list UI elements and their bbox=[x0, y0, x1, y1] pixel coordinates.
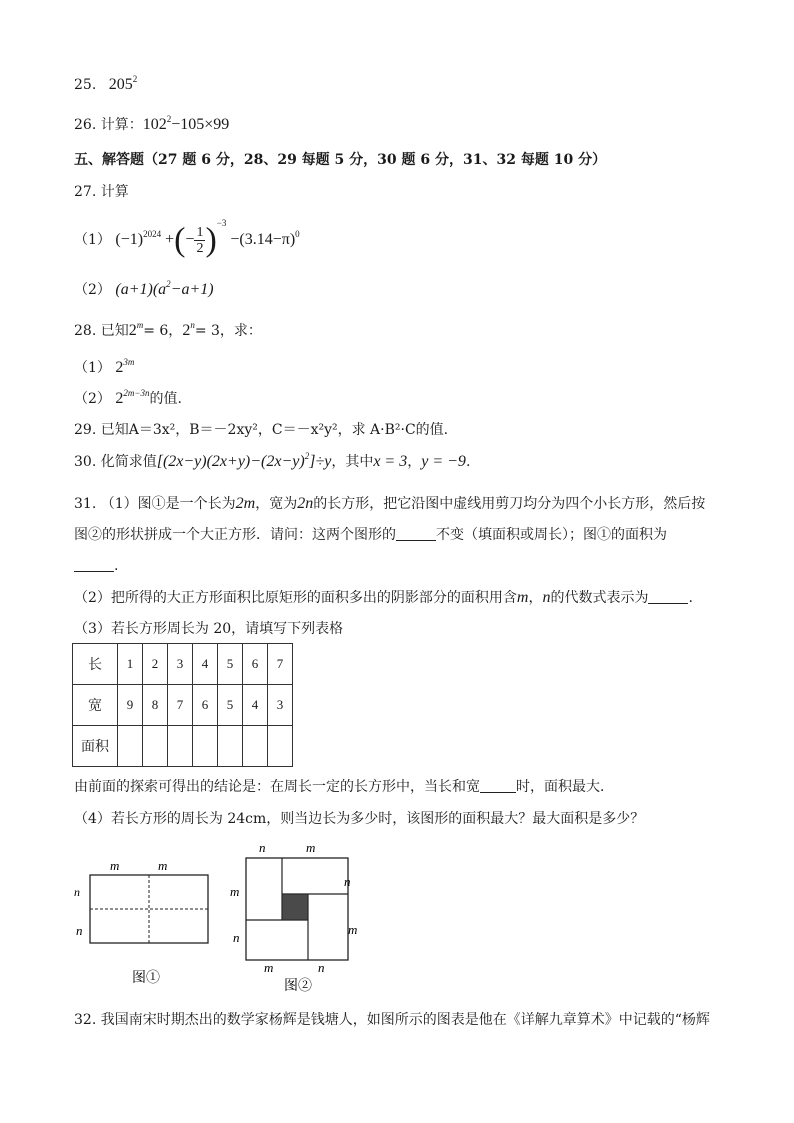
fig2-label: n bbox=[344, 874, 351, 889]
question-29 bbox=[74, 420, 448, 440]
q28-part1 bbox=[74, 358, 134, 378]
q31-blank-3[interactable] bbox=[648, 589, 688, 604]
table-row bbox=[73, 685, 293, 726]
q27-p1-a: (−1) bbox=[115, 231, 144, 248]
question-25 bbox=[74, 75, 137, 95]
q27-p1-c: −(3.14−π) bbox=[230, 231, 296, 248]
table-cell: 3 bbox=[268, 685, 293, 726]
figure-1 bbox=[70, 858, 220, 990]
q25-number: 25. bbox=[74, 77, 97, 93]
q31-p2b: ， bbox=[528, 590, 543, 606]
q28-number: 28. bbox=[74, 323, 97, 339]
q28-p1-base: 2 bbox=[115, 359, 124, 376]
q27-p1-sign: − bbox=[185, 231, 195, 248]
q31-m: m bbox=[516, 589, 529, 606]
q31-blank-1[interactable] bbox=[396, 526, 436, 541]
q27-p1-b-exp: −3 bbox=[216, 218, 227, 228]
fig2-label: m bbox=[230, 884, 240, 899]
table-cell: 5 bbox=[218, 685, 243, 726]
table-cell: 7 bbox=[268, 644, 293, 685]
q30-expr2: ]÷y bbox=[309, 453, 332, 470]
table-cell: 1 bbox=[118, 644, 143, 685]
table-cell: 2 bbox=[143, 644, 168, 685]
table-cell: 4 bbox=[193, 644, 218, 685]
fig1-label-top-right: m bbox=[158, 858, 168, 873]
q31-line2 bbox=[74, 525, 667, 545]
q25-exp: 2 bbox=[132, 74, 138, 84]
table-head-width: 宽 bbox=[73, 685, 118, 726]
table-cell: 4 bbox=[243, 685, 268, 726]
q26-base: 102 bbox=[142, 116, 167, 133]
q31-conclusion bbox=[74, 777, 614, 797]
table-row bbox=[73, 726, 293, 767]
table-cell: 6 bbox=[193, 685, 218, 726]
q30-end: . bbox=[465, 454, 471, 470]
q31-part4: （4）若长方形的周长为 24cm，则当边长为多少时，该图形的面积最大？最大面积是多少？ bbox=[74, 811, 645, 827]
q31-p1f: . bbox=[114, 558, 119, 574]
fig2-label: m bbox=[306, 840, 316, 855]
q28-t1: = 6， bbox=[143, 323, 183, 339]
q32-number: 32. bbox=[74, 1012, 97, 1028]
q30-y: y = −9 bbox=[421, 453, 466, 470]
fig1-label-left-bottom: n bbox=[76, 923, 83, 938]
q31-blank-4[interactable] bbox=[480, 778, 516, 793]
fig1-label-top-left: m bbox=[110, 858, 120, 873]
q30-expr: [(2x−y)(2x+y)−(2x−y) bbox=[156, 453, 305, 470]
q32-text: 我国南宋时期杰出的数学家杨辉是钱塘人，如图所示的图表是他在《详解九章算术》中记载的“杨辉 bbox=[100, 1012, 710, 1028]
q28-e1: m bbox=[136, 320, 144, 330]
table-cell: 5 bbox=[218, 644, 243, 685]
q27-p1-tag: （1） bbox=[74, 232, 111, 248]
fig2-label: n bbox=[233, 930, 240, 945]
q31-n: n bbox=[542, 589, 551, 606]
q27-p2-expr-a: (a+1)(a bbox=[115, 281, 167, 298]
q25-base: 205 bbox=[108, 76, 133, 93]
q28-p1-exp: 3m bbox=[123, 357, 135, 367]
fig2-label: m bbox=[348, 922, 358, 937]
section-title: 五、解答题（27 题 6 分，28、29 每题 5 分，30 题 6 分，31、32 每题 10 分） bbox=[74, 152, 607, 168]
q30-mid: ，其中 bbox=[331, 454, 374, 470]
q27-number: 27. bbox=[74, 184, 97, 200]
fig2-label: n bbox=[259, 840, 266, 855]
question-30 bbox=[74, 452, 470, 472]
q31-p1a: （1）图①是一个长为 bbox=[100, 496, 236, 512]
q27-p1-c-exp: 0 bbox=[295, 229, 300, 239]
fig1-caption: 图① bbox=[132, 971, 160, 986]
q31-p2d: . bbox=[688, 590, 693, 606]
q28-part2 bbox=[74, 389, 182, 409]
fig2-shaded-square bbox=[282, 894, 308, 920]
table-cell-input[interactable] bbox=[218, 726, 243, 767]
question-27 bbox=[74, 182, 129, 202]
q28-b1: 2 bbox=[128, 322, 137, 339]
table-cell-input[interactable] bbox=[268, 726, 293, 767]
q27-part1: （1） $(-1)^{2024}$ +(− $\frac{1}{2}$ )$^{-3} -(3.14-\pi)^0$ bbox=[74, 218, 300, 259]
question-28 bbox=[74, 321, 262, 341]
q27-p2-exp: 2 bbox=[166, 279, 171, 289]
q31-p2c: 的代数式表示为 bbox=[550, 590, 649, 606]
q27-p2-tag: （2） bbox=[74, 282, 111, 298]
q31-p1e: 不变（填面积或周长）；图①的面积为 bbox=[436, 527, 667, 543]
table-row bbox=[73, 644, 293, 685]
q28-p2-base: 2 bbox=[115, 390, 124, 407]
q31-line3 bbox=[74, 556, 118, 576]
figure-2 bbox=[226, 838, 366, 996]
table-cell-input[interactable] bbox=[193, 726, 218, 767]
table-cell: 7 bbox=[168, 685, 193, 726]
q27-label: 计算 bbox=[100, 184, 129, 200]
q31-line5: （3）若长方形周长为 20，请填写下列表格 bbox=[74, 621, 344, 637]
q31-p1b: ，宽为 bbox=[255, 496, 298, 512]
q31-p2a: （2）把所得的大正方形面积比原矩形的面积多出的阴影部分的面积用含 bbox=[74, 590, 517, 606]
q28-p2-exp: 2m−3n bbox=[123, 388, 150, 398]
q31-number: 31. bbox=[74, 496, 97, 512]
q30-number: 30. bbox=[74, 454, 97, 470]
q27-p1-num: 1 bbox=[196, 224, 204, 240]
q29-text: 已知A＝3x²，B＝－2xy²，C＝－x²y²，求 A·B²·C的值. bbox=[100, 422, 449, 438]
question-32 bbox=[74, 1010, 710, 1030]
q27-p1-a-exp: 2024 bbox=[143, 229, 162, 239]
q28-text1: 已知 bbox=[100, 323, 129, 339]
table-cell: 3 bbox=[168, 644, 193, 685]
table-cell: 9 bbox=[118, 685, 143, 726]
table-head-area: 面积 bbox=[73, 726, 118, 767]
q29-number: 29. bbox=[74, 422, 97, 438]
q26-rest: −105×99 bbox=[171, 116, 230, 133]
fig2-caption: 图② bbox=[284, 979, 312, 994]
q28-p2-tag: （2） bbox=[74, 391, 111, 407]
table-cell: 8 bbox=[143, 685, 168, 726]
table-cell-input[interactable] bbox=[243, 726, 268, 767]
table-cell: 6 bbox=[243, 644, 268, 685]
q26-number: 26. bbox=[74, 117, 97, 133]
q31-conclusion-a: 由前面的探索可得出的结论是：在周长一定的长方形中，当长和宽 bbox=[74, 779, 480, 795]
q31-table bbox=[72, 643, 293, 767]
table-cell-input[interactable] bbox=[168, 726, 193, 767]
q31-conclusion-b: 时，面积最大． bbox=[516, 779, 614, 795]
table-cell-input[interactable] bbox=[143, 726, 168, 767]
fig1-label-left-top: n bbox=[74, 885, 80, 899]
fig2-label: m bbox=[264, 960, 274, 975]
q31-line4 bbox=[74, 588, 693, 608]
q28-p1-tag: （1） bbox=[74, 360, 111, 376]
q31-p1c: 的长方形，把它沿图中虚线用剪刀均分为四个小长方形，然后按 bbox=[313, 496, 706, 512]
q30-exp: 2 bbox=[304, 451, 310, 461]
q28-e2: n bbox=[190, 320, 195, 330]
table-head-length: 长 bbox=[73, 644, 118, 685]
q30-prefix: 化简求值 bbox=[100, 454, 157, 470]
q28-b2: 2 bbox=[182, 322, 191, 339]
q26-exp: 2 bbox=[166, 114, 172, 124]
q27-p1-fraction bbox=[194, 225, 205, 256]
q27-p1-plus: + bbox=[165, 231, 175, 248]
q31-len: 2m bbox=[235, 495, 256, 512]
fig2-label: n bbox=[318, 960, 325, 975]
q26-label: 计算： bbox=[100, 117, 143, 133]
q27-part2 bbox=[74, 280, 214, 300]
q31-blank-2[interactable] bbox=[74, 557, 114, 572]
q30-x: x = 3 bbox=[373, 453, 408, 470]
q28-t2: = 3，求： bbox=[194, 323, 262, 339]
table-cell-input[interactable] bbox=[118, 726, 143, 767]
q31-line1 bbox=[74, 494, 705, 514]
q30-sep: ， bbox=[407, 454, 422, 470]
question-26 bbox=[74, 115, 229, 135]
q28-p2-suffix: 的值. bbox=[149, 391, 182, 407]
q27-p1-den: 2 bbox=[196, 240, 204, 256]
q31-p1d: 图②的形状拼成一个大正方形．请问：这两个图形的 bbox=[74, 527, 396, 543]
q31-wid: 2n bbox=[297, 495, 314, 512]
q27-p2-expr-b: −a+1) bbox=[170, 281, 214, 298]
